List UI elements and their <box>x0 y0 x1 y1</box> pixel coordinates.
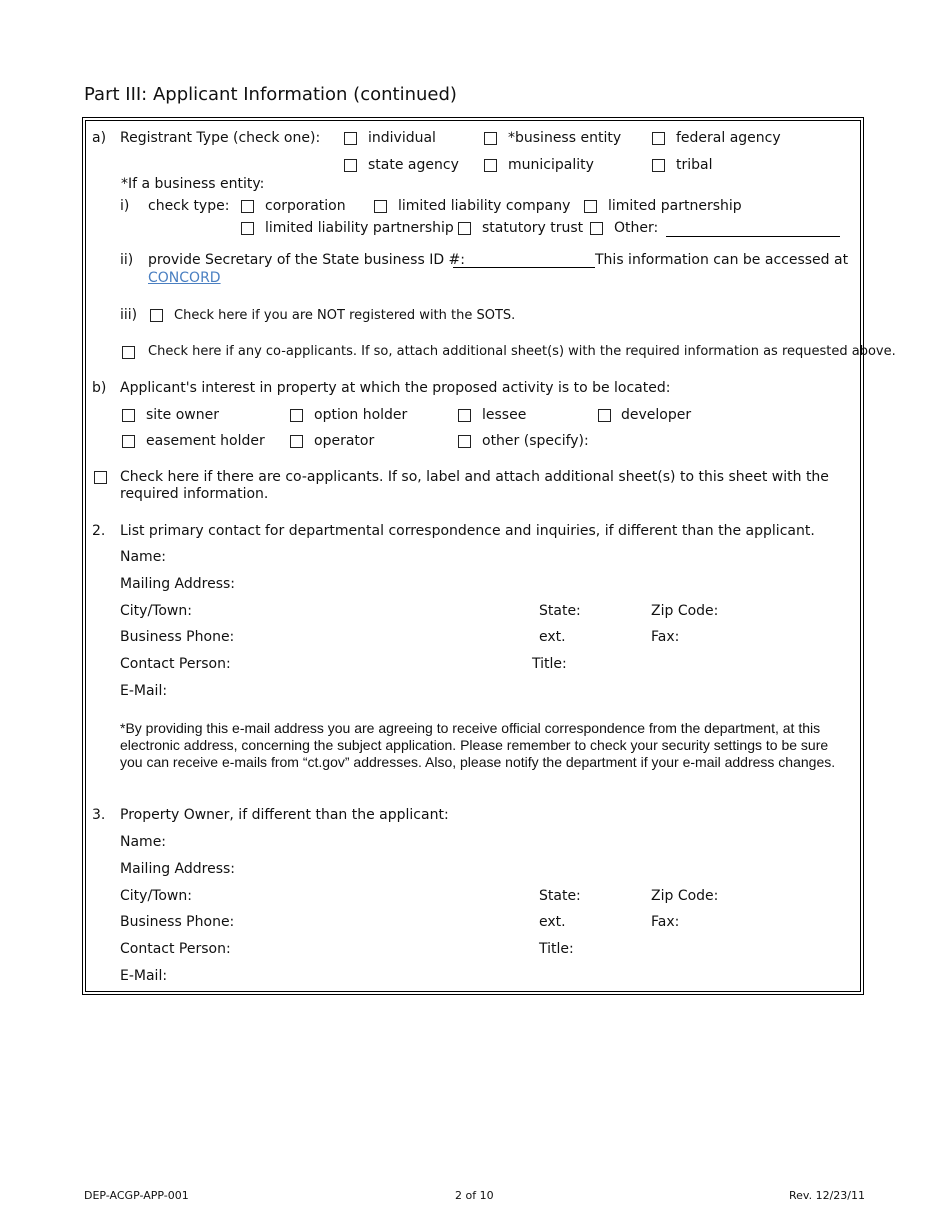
developer-checkbox[interactable] <box>598 409 611 422</box>
registrant-type-label: Registrant Type (check one): <box>120 130 321 146</box>
coapplicants-checkbox[interactable] <box>94 471 107 484</box>
option-holder-label: option holder <box>314 407 408 423</box>
individual-label: individual <box>368 130 436 146</box>
other-type-label: Other: <box>614 220 659 236</box>
sots-info-text: This information can be accessed at <box>595 252 849 268</box>
easement-holder-label: easement holder <box>146 433 265 449</box>
section-2-marker: 2. <box>92 523 106 539</box>
concord-link[interactable]: CONCORD <box>148 270 221 286</box>
item-ii-marker: ii) <box>120 252 134 268</box>
contact-phone-label: Business Phone: <box>120 629 235 645</box>
any-coapplicants-label: Check here if any co-applicants. If so, attach additional sheet(s) with the required information as requested above. <box>148 344 896 359</box>
contact-zip-label: Zip Code: <box>651 603 719 619</box>
other-specify-checkbox[interactable] <box>458 435 471 448</box>
page-number: 2 of 10 <box>455 1189 494 1202</box>
contact-ext-label: ext. <box>539 629 566 645</box>
not-registered-checkbox[interactable] <box>150 309 163 322</box>
other-specify-label: other (specify): <box>482 433 589 449</box>
revision-date: Rev. 12/23/11 <box>789 1189 865 1202</box>
section-3-marker: 3. <box>92 807 106 823</box>
section-a-marker: a) <box>92 130 107 146</box>
contact-fax-label: Fax: <box>651 629 680 645</box>
owner-city-label: City/Town: <box>120 888 192 904</box>
owner-title-label: Title: <box>539 941 574 957</box>
contact-city-label: City/Town: <box>120 603 192 619</box>
sots-id-label: provide Secretary of the State business ID #: <box>148 252 465 268</box>
tribal-label: tribal <box>676 157 713 173</box>
limited-partnership-label: limited partnership <box>608 198 742 214</box>
contact-mailing-label: Mailing Address: <box>120 576 236 592</box>
contact-title-label: Title: <box>532 656 567 672</box>
site-owner-checkbox[interactable] <box>122 409 135 422</box>
developer-label: developer <box>621 407 692 423</box>
site-owner-label: site owner <box>146 407 219 423</box>
form-id: DEP-ACGP-APP-001 <box>84 1189 189 1202</box>
contact-name-label: Name: <box>120 549 167 565</box>
state-agency-checkbox[interactable] <box>344 159 357 172</box>
email-notice: *By providing this e-mail address you are agreeing to receive official correspondence from the department, at this electronic address, concerning the subject application. Please remember to check your security settings to be sure you can receive e-mails from “ct.gov” addresses. Also, please notify the department if your e-mail address changes. <box>120 720 836 770</box>
lessee-label: lessee <box>482 407 527 423</box>
item-iii-marker: iii) <box>120 307 138 323</box>
owner-fax-label: Fax: <box>651 914 680 930</box>
operator-label: operator <box>314 433 375 449</box>
statutory-trust-label: statutory trust <box>482 220 584 236</box>
tribal-checkbox[interactable] <box>652 159 665 172</box>
statutory-trust-checkbox[interactable] <box>458 222 471 235</box>
owner-email-label: E-Mail: <box>120 968 168 984</box>
federal-agency-label: federal agency <box>676 130 781 146</box>
corporation-label: corporation <box>265 198 346 214</box>
business-entity-note: *If a business entity: <box>121 176 265 192</box>
easement-holder-checkbox[interactable] <box>122 435 135 448</box>
llc-checkbox[interactable] <box>374 200 387 213</box>
business-entity-label: *business entity <box>508 130 622 146</box>
state-agency-label: state agency <box>368 157 459 173</box>
limited-partnership-checkbox[interactable] <box>584 200 597 213</box>
lessee-checkbox[interactable] <box>458 409 471 422</box>
primary-contact-title: List primary contact for departmental correspondence and inquiries, if different than the applicant. <box>120 523 815 539</box>
llc-label: limited liability company <box>398 198 571 214</box>
property-interest-label: Applicant's interest in property at which the proposed activity is to be located: <box>120 380 671 396</box>
federal-agency-checkbox[interactable] <box>652 132 665 145</box>
owner-state-label: State: <box>539 888 581 904</box>
other-type-input[interactable] <box>666 236 840 237</box>
option-holder-checkbox[interactable] <box>290 409 303 422</box>
contact-state-label: State: <box>539 603 581 619</box>
corporation-checkbox[interactable] <box>241 200 254 213</box>
individual-checkbox[interactable] <box>344 132 357 145</box>
coapplicants-label: Check here if there are co-applicants. If so, label and attach additional sheet(s) to this sheet with the required information. <box>120 469 829 502</box>
owner-phone-label: Business Phone: <box>120 914 235 930</box>
sots-id-input[interactable] <box>453 267 595 268</box>
municipality-label: municipality <box>508 157 594 173</box>
contact-email-label: E-Mail: <box>120 683 168 699</box>
operator-checkbox[interactable] <box>290 435 303 448</box>
check-type-label: check type: <box>148 198 230 214</box>
any-coapplicants-checkbox[interactable] <box>122 346 135 359</box>
section-b-marker: b) <box>92 380 107 396</box>
owner-ext-label: ext. <box>539 914 566 930</box>
page-title: Part III: Applicant Information (continued) <box>84 84 457 105</box>
not-registered-label: Check here if you are NOT registered with the SOTS. <box>174 308 516 323</box>
other-type-checkbox[interactable] <box>590 222 603 235</box>
contact-person-label: Contact Person: <box>120 656 231 672</box>
llp-checkbox[interactable] <box>241 222 254 235</box>
owner-zip-label: Zip Code: <box>651 888 719 904</box>
property-owner-title: Property Owner, if different than the applicant: <box>120 807 449 823</box>
owner-name-label: Name: <box>120 834 167 850</box>
business-entity-checkbox[interactable] <box>484 132 497 145</box>
owner-contact-label: Contact Person: <box>120 941 231 957</box>
llp-label: limited liability partnership <box>265 220 454 236</box>
item-i-marker: i) <box>120 198 130 214</box>
municipality-checkbox[interactable] <box>484 159 497 172</box>
owner-mailing-label: Mailing Address: <box>120 861 236 877</box>
